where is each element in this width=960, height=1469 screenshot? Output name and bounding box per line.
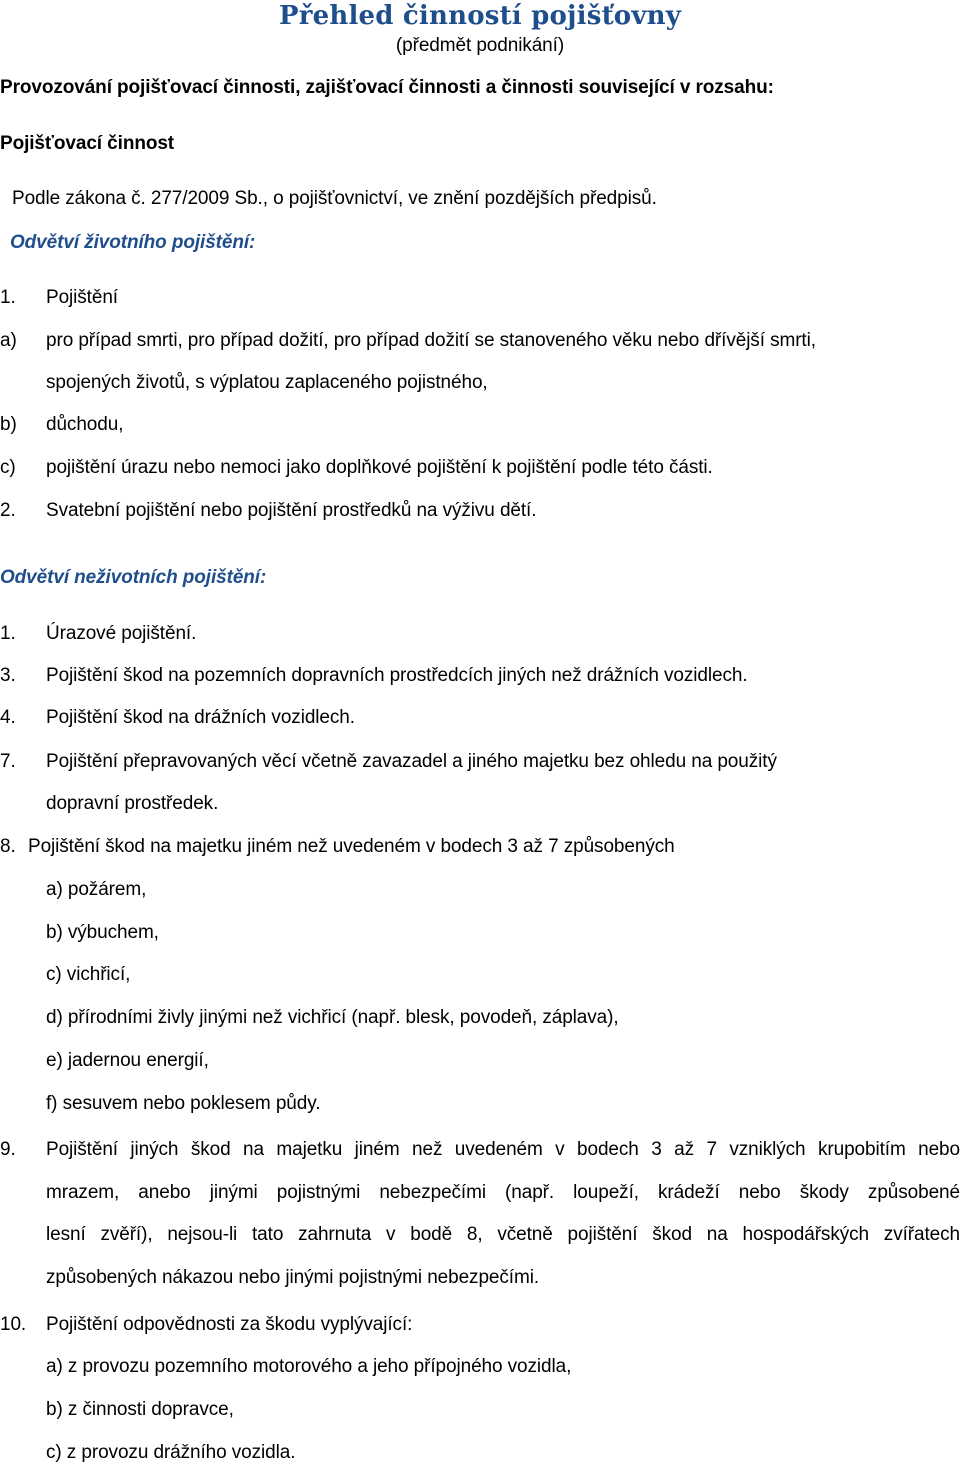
list-number: 3.: [0, 665, 16, 686]
list-item-text: důchodu,: [46, 414, 124, 435]
list-number: 1.: [0, 287, 16, 308]
life-section-heading: Odvětví životního pojištění:: [10, 232, 256, 253]
list-number: 1.: [0, 623, 16, 644]
list-item-text: Svatební pojištění nebo pojištění prostředků na výživu dětí.: [46, 500, 537, 521]
list-number: 10.: [0, 1314, 27, 1335]
list-letter: a): [0, 330, 17, 351]
list-letter: c): [0, 457, 16, 478]
list-item-text: Pojištění odpovědnosti za škodu vyplývající:: [46, 1314, 413, 1335]
list-number: 9.: [0, 1139, 16, 1160]
list-item-text: Pojištění škod na majetku jiném než uvedeném v bodech 3 až 7 způsobených: [28, 836, 675, 857]
sub-list-item: c) vichřicí,: [46, 964, 131, 985]
sub-list-item: b) z činnosti dopravce,: [46, 1399, 234, 1420]
list-item-text: Pojištění škod na pozemních dopravních prostředcích jiných než drážních vozidlech.: [46, 665, 748, 686]
list-number: 7.: [0, 751, 16, 772]
sub-list-item: e) jadernou energií,: [46, 1050, 209, 1071]
list-item-text-continued: způsobených nákazou nebo jinými pojistnými nebezpečími.: [46, 1267, 539, 1288]
legal-basis: Podle zákona č. 277/2009 Sb., o pojišťovnictví, ve znění pozdějších předpisů.: [12, 188, 657, 209]
list-number: 8.: [0, 836, 16, 857]
sub-list-item: f) sesuvem nebo poklesem půdy.: [46, 1093, 321, 1114]
sub-list-item: a) požárem,: [46, 879, 147, 900]
list-item-text: Úrazové pojištění.: [46, 623, 197, 644]
sub-list-item: a) z provozu pozemního motorového a jeho přípojného vozidla,: [46, 1356, 572, 1377]
nonlife-section-heading: Odvětví neživotních pojištění:: [0, 567, 267, 588]
list-item-text-continued: spojených životů, s výplatou zaplaceného pojistného,: [46, 372, 488, 393]
list-item-text: Pojištění jiných škod na majetku jiném než uvedeném v bodech 3 až 7 vzniklých krupobitím nebo: [46, 1139, 960, 1160]
list-item-text: pro případ smrti, pro případ dožití, pro případ dožití se stanoveného věku nebo dřívější smrti,: [46, 330, 816, 351]
list-letter: b): [0, 414, 17, 435]
list-number: 4.: [0, 707, 16, 728]
document-title: Přehled činností pojišťovny: [278, 1, 682, 31]
list-item-text: Pojištění: [46, 287, 118, 308]
intro-heading: Provozování pojišťovací činnosti, zajišťovací činnosti a činnosti související v rozsahu:: [0, 77, 774, 98]
list-item-text: Pojištění škod na drážních vozidlech.: [46, 707, 355, 728]
list-item-text: pojištění úrazu nebo nemoci jako doplňkové pojištění k pojištění podle této části.: [46, 457, 713, 478]
activity-heading: Pojišťovací činnost: [0, 133, 175, 154]
document-subtitle: (předmět podnikání): [395, 35, 565, 56]
list-item-text-continued: dopravní prostředek.: [46, 793, 219, 814]
list-item-text: Pojištění přepravovaných věcí včetně zavazadel a jiného majetku bez ohledu na použitý: [46, 751, 777, 772]
sub-list-item: c) z provozu drážního vozidla.: [46, 1442, 296, 1463]
list-number: 2.: [0, 500, 16, 521]
list-item-text-continued: lesní zvěří), nejsou-li tato zahrnuta v bodě 8, včetně pojištění škod na hospodářských zvířatech: [46, 1224, 960, 1245]
list-item-text-continued: mrazem, anebo jinými pojistnými nebezpečími (např. loupeží, krádeží nebo škody způsobené: [46, 1182, 960, 1203]
sub-list-item: d) přírodními živly jinými než vichřicí (např. blesk, povodeň, záplava),: [46, 1007, 619, 1028]
sub-list-item: b) výbuchem,: [46, 922, 159, 943]
